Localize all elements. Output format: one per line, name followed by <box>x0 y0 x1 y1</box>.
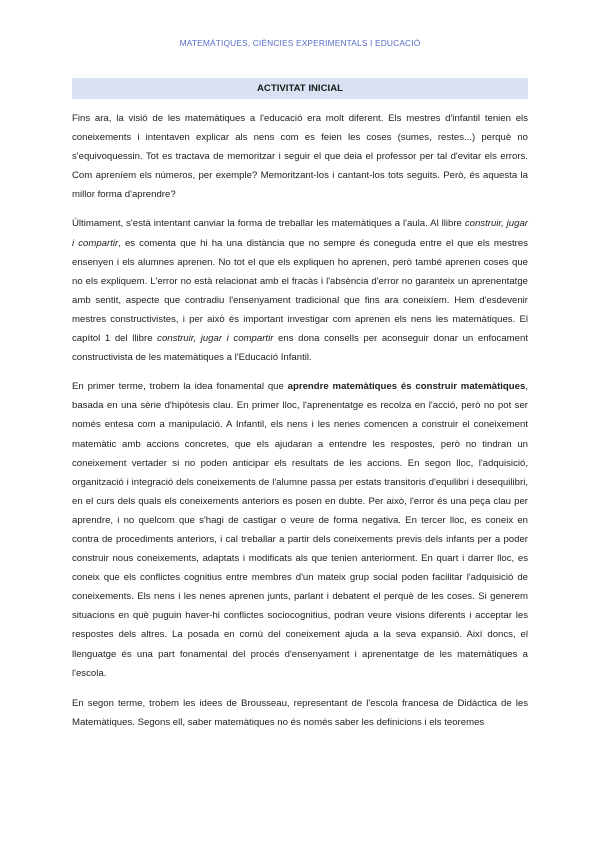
paragraph-4: En segon terme, trobem les idees de Brousseau, representant de l'escola francesa de Didàctica de les Matemàtiques. Segons ell, saber matemàtiques no és només saber les definicions i els teoremes <box>72 697 528 728</box>
paragraph-2-text-b: , es comenta que hi ha una distància que no sempre és coneguda entre el que els mestres ensenyen i els alumnes aprenen. No tot el que els expliquen ho aprenen, però també aprenen coses que no els expliquem. L'error no està relacionat amb el fracàs i l'absència d'error no garanteix un aprenentatge amb sentit, aspecte que contradiu l'ensenyament tradicional que fins ara coneixíem. Hem d'esdevenir mestres constructivistes, i per això és important investigar com aprenen els nens les matemàtiques. El capítol 1 del llibre <box>72 237 528 345</box>
paragraph-3-text-a: En primer terme, trobem la idea fonamental que <box>72 381 288 393</box>
body-text <box>72 109 528 742</box>
paragraph-3-text-b: , basada en una sèrie d'hipòtesis clau. En primer lloc, l'aprenentatge es recolza en l'acció, però no pot ser només entesa com a manipulació. A Infantil, els nens i les nenes comencen a construir el coneixement matemàtic amb accions concretes, que els ajudaran a entendre les respostes, però no tindran un coneixement vertader si no poden anticipar els resultats de les accions. En segon lloc, l'adquisició, organització i integració dels coneixements de l'alumne passa per estats transitoris d'equilibri i desequilibri, en el curs dels quals els coneixements anteriors es posen en dubte. Per això, l'error és una peça clau per aprendre, i no quelcom que s'hagi de castigar o veure de forma negativa. En tercer lloc, es coneix en contra de procediments anteriors, i cal treballar a partir dels coneixements previs dels infants per a poder construir nous coneixements, adaptats i modificats als que tenien anteriorment. En quart i darrer lloc, es coneix que els conflictes cognitius entre membres d'un mateix grup social poden facilitar l'adquisició de coneixements. Els nens i les nenes aprenen junts, parlant i debatent el perquè de les coses. Si generem situacions en què puguin haver-hi conflictes sociocognitius, podran veure visions diferents i acceptar les respostes dels altres. La posada en comú del coneixement ajuda a la seva expansió. Així doncs, el llenguatge és una part fonamental del procés d'ensenyament i aprenentatge de les matemàtiques a l'escola. <box>72 381 528 679</box>
paragraph-1: Fins ara, la visió de les matemàtiques a l'educació era molt diferent. Els mestres d'infantil tenien els coneixements i intentaven explicar als nens com es feien les coses (sumes, restes...) perquè no s'equivoquessin. Tot es tractava de memoritzar i seguir el que deia el professor per tal d'evitar els errors. Com apreníem els números, per exemple? Memoritzant-los i cantant-los tots seguits. Però, és aquesta la millor forma d'aprendre? <box>72 113 528 201</box>
paragraph-2-text-a: Últimament, s'està intentant canviar la forma de treballar les matemàtiques a l'aula. Al llibre <box>72 218 465 230</box>
section-banner <box>72 78 528 99</box>
key-idea-bold: aprendre matemàtiques és construir matemàtiques <box>287 381 526 393</box>
paragraph-2 <box>72 214 528 367</box>
section-title: ACTIVITAT INICIAL <box>257 83 343 94</box>
paragraph-2-text-c: ens dona consells per aconseguir donar un enfocament constructivista de les matemàtiques a l'Educació Infantil. <box>72 333 528 364</box>
running-header: MATEMÀTIQUES, CIÈNCIES EXPERIMENTALS I EDUCACIÓ <box>179 38 421 48</box>
book-title-italic-2: construir, jugar i compartir <box>157 333 274 345</box>
paragraph-3 <box>72 377 528 683</box>
book-title-italic: construir, jugar i compartir <box>72 218 528 249</box>
